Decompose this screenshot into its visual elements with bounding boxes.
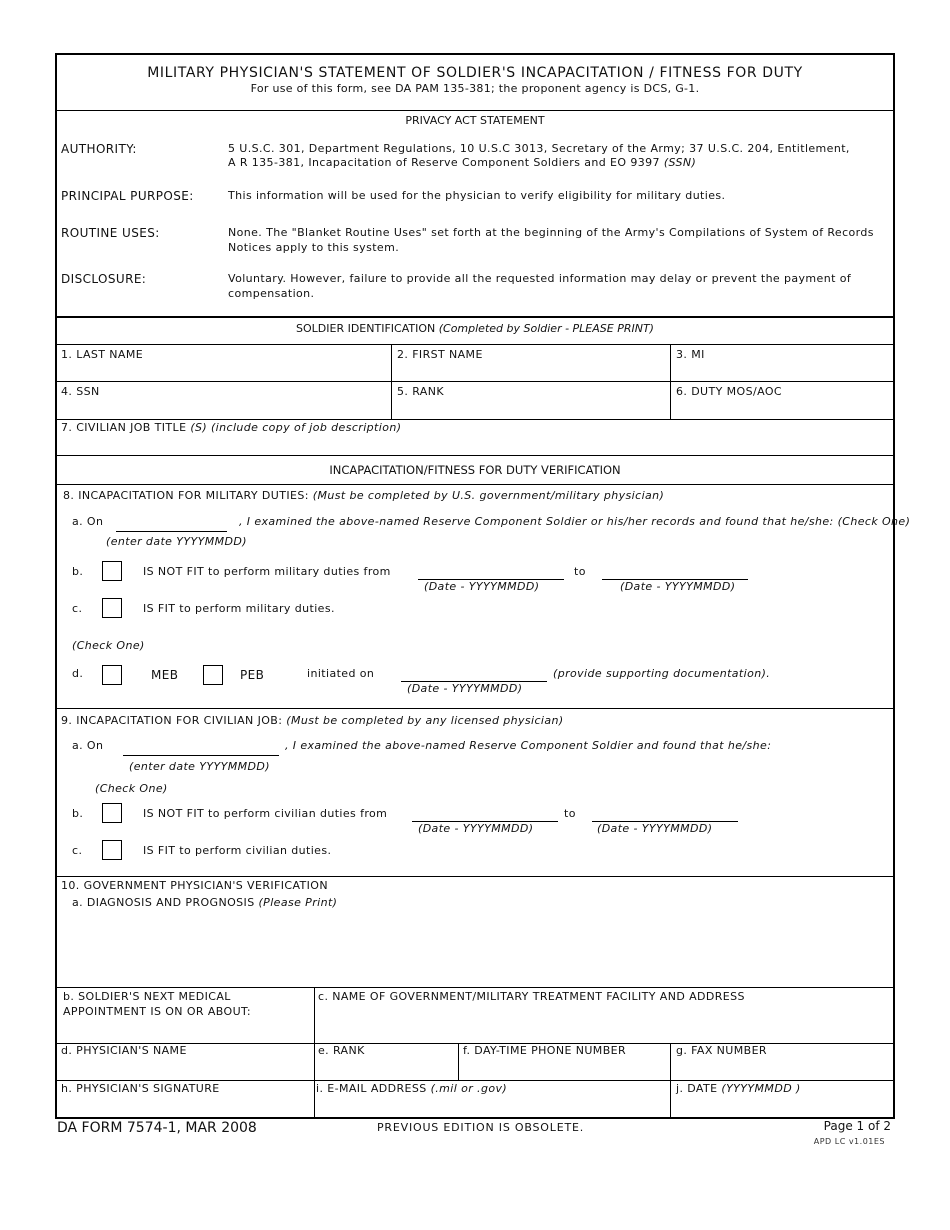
form-id: DA FORM 7574-1, MAR 2008 bbox=[57, 1120, 257, 1136]
section-9a-text: , I examined the above-named Reserve Component Soldier and found that he/she: bbox=[285, 739, 772, 752]
ssn-field[interactable] bbox=[57, 382, 391, 419]
section-9b-label: b. bbox=[72, 807, 84, 820]
supporting-doc-note: (provide supporting documentation). bbox=[553, 667, 771, 680]
purpose-text: This information will be used for the physician to verify eligibility for military duties. bbox=[228, 189, 726, 202]
section-9b-text: IS NOT FIT to perform civilian duties from bbox=[143, 807, 388, 820]
disclosure-label: DISCLOSURE: bbox=[61, 272, 147, 286]
signature-label: h. PHYSICIAN'S SIGNATURE bbox=[61, 1082, 220, 1095]
divider bbox=[57, 708, 893, 709]
version-label: APD LC v1.01ES bbox=[813, 1137, 885, 1146]
fax-label: g. FAX NUMBER bbox=[676, 1044, 767, 1057]
authority-line1: 5 U.S.C. 301, Department Regulations, 10 U.S.C 3013, Secretary of the Army; 37 U.S.C. 204, Entitlement, bbox=[228, 142, 850, 155]
da-form-7574-1 bbox=[55, 53, 911, 1119]
form-title: MILITARY PHYSICIAN'S STATEMENT OF SOLDIER'S INCAPACITATION / FITNESS FOR DUTY bbox=[147, 65, 803, 81]
section-8a-text: , I examined the above-named Reserve Component Soldier or his/her records and found that he/she: (Check One) bbox=[239, 515, 911, 528]
section-9a-label: a. On bbox=[72, 739, 104, 752]
to-label: to bbox=[564, 807, 576, 820]
obsolete-notice: PREVIOUS EDITION IS OBSOLETE. bbox=[377, 1121, 585, 1134]
date-label: j. DATE (YYYYMMDD ) bbox=[676, 1082, 801, 1095]
divider bbox=[57, 316, 893, 318]
initiated-on-label: initiated on bbox=[307, 667, 375, 680]
section-10-title: 10. GOVERNMENT PHYSICIAN'S VERIFICATION bbox=[61, 879, 328, 892]
mi-label: 3. MI bbox=[676, 348, 705, 361]
not-fit-military-checkbox[interactable] bbox=[102, 561, 122, 581]
date-hint: (Date - YYYYMMDD) bbox=[418, 822, 534, 835]
section-8d-label: d. bbox=[72, 667, 84, 680]
date-hint: (Date - YYYYMMDD) bbox=[424, 580, 540, 593]
authority-label: AUTHORITY: bbox=[61, 142, 137, 156]
section-9a-date-hint: (enter date YYYYMMDD) bbox=[129, 760, 270, 773]
peb-label: PEB bbox=[240, 668, 265, 682]
meb-checkbox[interactable] bbox=[102, 665, 122, 685]
treatment-facility-label: c. NAME OF GOVERNMENT/MILITARY TREATMENT FACILITY AND ADDRESS bbox=[318, 990, 745, 1003]
date-hint: (Date - YYYYMMDD) bbox=[620, 580, 736, 593]
peb-checkbox[interactable] bbox=[203, 665, 223, 685]
diagnosis-label: a. DIAGNOSIS AND PROGNOSIS (Please Print) bbox=[72, 896, 338, 909]
disclosure-line1: Voluntary. However, failure to provide all the requested information may delay or prevent the payment of bbox=[228, 272, 852, 285]
fit-civilian-checkbox[interactable] bbox=[102, 840, 122, 860]
section-9-title: 9. INCAPACITATION FOR CIVILIAN JOB: (Must be completed by any licensed physician) bbox=[61, 714, 564, 727]
section-8a-label: a. On bbox=[72, 515, 104, 528]
privacy-heading: PRIVACY ACT STATEMENT bbox=[405, 114, 545, 127]
section-8b-label: b. bbox=[72, 565, 84, 578]
to-label: to bbox=[574, 565, 586, 578]
first-name-label: 2. FIRST NAME bbox=[397, 348, 483, 361]
form-subtitle: For use of this form, see DA PAM 135-381; the proponent agency is DCS, G-1. bbox=[250, 82, 700, 95]
section-8c-label: c. bbox=[72, 602, 83, 615]
disclosure-line2: compensation. bbox=[228, 287, 315, 300]
ssn-label: 4. SSN bbox=[61, 385, 100, 398]
section-8-title: 8. INCAPACITATION FOR MILITARY DUTIES: (Must be completed by U.S. government/military physician) bbox=[63, 489, 665, 502]
phone-label: f. DAY-TIME PHONE NUMBER bbox=[463, 1044, 627, 1057]
diagnosis-field[interactable] bbox=[57, 913, 893, 987]
physician-name-label: d. PHYSICIAN'S NAME bbox=[61, 1044, 187, 1057]
verification-heading: INCAPACITATION/FITNESS FOR DUTY VERIFICATION bbox=[329, 463, 621, 477]
routine-uses-label: ROUTINE USES: bbox=[61, 226, 160, 240]
date-hint: (Date - YYYYMMDD) bbox=[597, 822, 713, 835]
section-8a-date-hint: (enter date YYYYMMDD) bbox=[106, 535, 247, 548]
rank-label: 5. RANK bbox=[397, 385, 444, 398]
section-9c-label: c. bbox=[72, 844, 83, 857]
section-9a-date-line[interactable] bbox=[123, 755, 279, 756]
divider bbox=[57, 110, 893, 111]
fit-military-checkbox[interactable] bbox=[102, 598, 122, 618]
check-one-note: (Check One) bbox=[72, 639, 145, 652]
email-label: i. E-MAIL ADDRESS (.mil or .gov) bbox=[316, 1082, 508, 1095]
duty-mos-label: 6. DUTY MOS/AOC bbox=[676, 385, 782, 398]
section-8a-date-line[interactable] bbox=[116, 531, 227, 532]
last-name-label: 1. LAST NAME bbox=[61, 348, 144, 361]
section-8b-text: IS NOT FIT to perform military duties from bbox=[143, 565, 391, 578]
divider bbox=[57, 484, 893, 485]
next-appointment-label-2: APPOINTMENT IS ON OR ABOUT: bbox=[63, 1005, 252, 1018]
routine-uses-line2: Notices apply to this system. bbox=[228, 241, 400, 254]
meb-label: MEB bbox=[151, 668, 179, 682]
date-hint: (Date - YYYYMMDD) bbox=[407, 682, 523, 695]
section-9c-text: IS FIT to perform civilian duties. bbox=[143, 844, 332, 857]
divider bbox=[57, 455, 893, 456]
purpose-label: PRINCIPAL PURPOSE: bbox=[61, 189, 194, 203]
divider bbox=[57, 876, 893, 877]
authority-line2: A R 135-381, Incapacitation of Reserve Component Soldiers and EO 9397 (SSN) bbox=[228, 156, 697, 169]
soldier-heading: SOLDIER IDENTIFICATION (Completed by Soldier - PLEASE PRINT) bbox=[296, 322, 654, 335]
physician-rank-label: e. RANK bbox=[318, 1044, 365, 1057]
civilian-job-title-label: 7. CIVILIAN JOB TITLE (S) (include copy of job description) bbox=[61, 421, 402, 434]
page-number: Page 1 of 2 bbox=[823, 1119, 891, 1133]
routine-uses-line1: None. The "Blanket Routine Uses" set forth at the beginning of the Army's Compilations of System of Records bbox=[228, 226, 874, 239]
section-8c-text: IS FIT to perform military duties. bbox=[143, 602, 335, 615]
check-one-note: (Check One) bbox=[95, 782, 168, 795]
not-fit-civilian-checkbox[interactable] bbox=[102, 803, 122, 823]
next-appointment-label-1: b. SOLDIER'S NEXT MEDICAL bbox=[63, 990, 231, 1003]
